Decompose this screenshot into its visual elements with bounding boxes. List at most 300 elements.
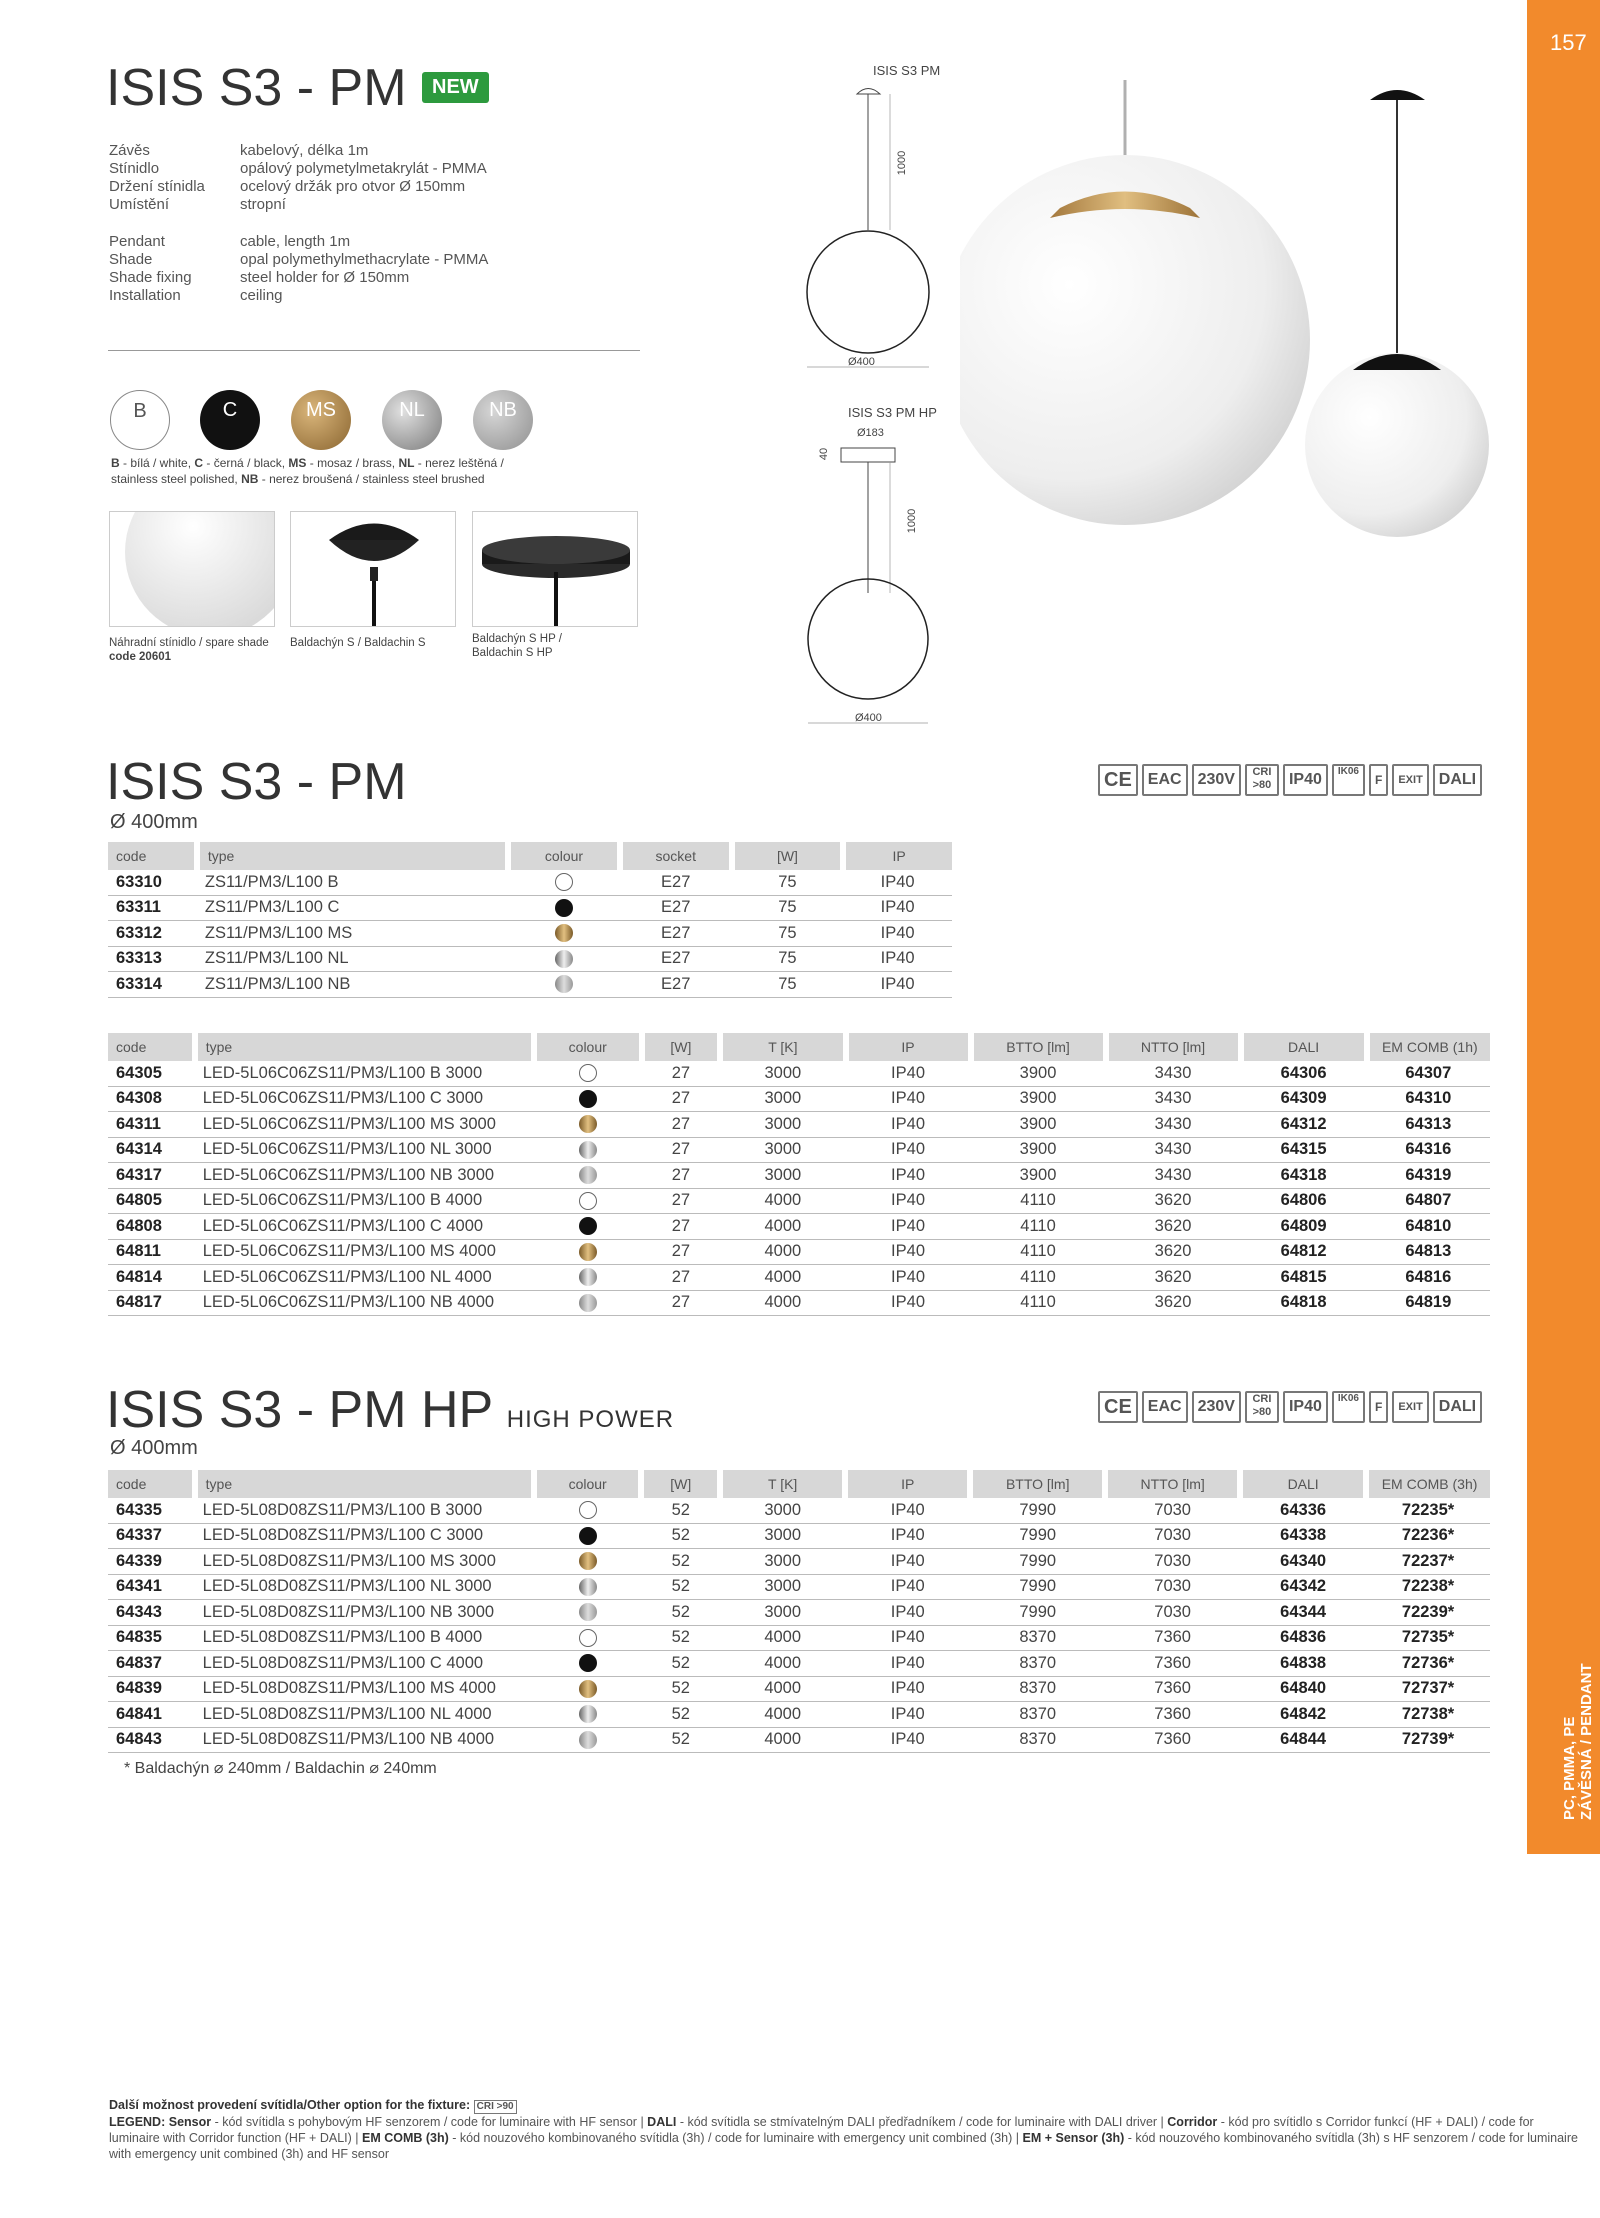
drawing-hp-height: 1000 (906, 508, 919, 534)
page-number: 157 (1550, 30, 1587, 55)
cell-t: 4000 (720, 1290, 845, 1316)
cell-code: 64317 (108, 1163, 195, 1189)
cell-ip: IP40 (846, 1214, 971, 1240)
cell-btto: 4110 (971, 1188, 1106, 1214)
section1-title: ISIS S3 - PM (106, 753, 407, 811)
cell-ntto: 7360 (1105, 1676, 1240, 1702)
cell-type: LED-5L06C06ZS11/PM3/L100 MS 4000 (195, 1239, 534, 1265)
dali-icon: DALI (1433, 764, 1482, 796)
baldachin-s-image (290, 511, 456, 627)
col-header: code (108, 842, 197, 870)
cell-w: 75 (732, 921, 844, 947)
cell-code: 64808 (108, 1214, 195, 1240)
cell-ntto: 3620 (1106, 1239, 1241, 1265)
colour-dot-icon (579, 1243, 597, 1261)
cell-btto: 7990 (970, 1600, 1105, 1626)
cell-w: 52 (641, 1498, 720, 1523)
cell-t: 4000 (720, 1188, 845, 1214)
drawing-hp-diameter: Ø400 (855, 712, 882, 724)
page-title: ISIS S3 - PM (106, 59, 407, 117)
cell-ntto: 3620 (1106, 1290, 1241, 1316)
cell-colour (534, 1574, 642, 1600)
swatch-brass: MS (291, 390, 351, 450)
cell-ntto: 3430 (1106, 1163, 1241, 1189)
table-header-row (108, 842, 952, 870)
table-row (108, 1265, 1490, 1291)
cell-w: 52 (641, 1676, 720, 1702)
cell-em: 72737* (1366, 1676, 1490, 1702)
colour-dot-icon (579, 1603, 597, 1621)
cell-dali: 64312 (1241, 1112, 1367, 1138)
cell-btto: 3900 (971, 1163, 1106, 1189)
hp-table (108, 1470, 1490, 1753)
cell-dali: 64306 (1241, 1061, 1367, 1086)
cell-w: 27 (642, 1265, 721, 1291)
cell-colour (534, 1676, 642, 1702)
table-row (108, 1549, 1490, 1575)
cell-ip: IP40 (843, 946, 952, 972)
cell-dali: 64838 (1240, 1651, 1366, 1677)
col-header: type (197, 842, 508, 870)
cell-ip: IP40 (845, 1651, 970, 1677)
colour-dot-icon (555, 975, 573, 993)
colour-dot-icon (579, 1654, 597, 1672)
cell-colour (534, 1239, 642, 1265)
cell-ip: IP40 (846, 1265, 971, 1291)
cell-t: 3000 (720, 1549, 845, 1575)
cell-ntto: 3620 (1106, 1265, 1241, 1291)
cri-icon: CRI >80 (1245, 764, 1279, 796)
cell-ntto: 7360 (1105, 1727, 1240, 1753)
section2-title (106, 1380, 674, 1440)
emergency-exit-icon: EXIT (1392, 764, 1428, 796)
cell-t: 4000 (720, 1625, 845, 1651)
cell-btto: 8370 (970, 1727, 1105, 1753)
cell-type: ZS11/PM3/L100 MS (197, 921, 508, 947)
swatch-nb: NB (473, 390, 533, 450)
cell-code: 64335 (108, 1498, 195, 1523)
cell-w: 52 (641, 1600, 720, 1626)
colour-dot-icon (579, 1294, 597, 1312)
colour-dot-icon (579, 1115, 597, 1133)
cell-colour (508, 946, 620, 972)
table-row (108, 1188, 1490, 1214)
cell-w: 27 (642, 1112, 721, 1138)
colour-dot-icon (579, 1680, 597, 1698)
colour-dot-icon (579, 1501, 597, 1519)
cell-t: 3000 (720, 1600, 845, 1626)
cell-w: 52 (641, 1651, 720, 1677)
voltage-icon: 230V (1192, 764, 1241, 796)
table-row (108, 921, 952, 947)
cell-colour (534, 1727, 642, 1753)
dali-icon: DALI (1433, 1391, 1482, 1423)
cell-ip: IP40 (846, 1290, 971, 1316)
cell-ntto: 7030 (1105, 1523, 1240, 1549)
drawing-hp-canopy: Ø183 (857, 427, 884, 439)
cell-code: 64343 (108, 1600, 195, 1626)
spare-shade-caption: Náhradní stínidlo / spare shade code 20601 (109, 637, 269, 663)
cell-t: 3000 (720, 1137, 845, 1163)
cell-type: LED-5L06C06ZS11/PM3/L100 B 3000 (195, 1061, 534, 1086)
cell-ntto: 3430 (1106, 1061, 1241, 1086)
cell-colour (534, 1137, 642, 1163)
cell-em: 64319 (1367, 1163, 1490, 1189)
colour-dot-icon (579, 1629, 597, 1647)
table-row (108, 1625, 1490, 1651)
cell-btto: 4110 (971, 1239, 1106, 1265)
cell-ntto: 7360 (1105, 1625, 1240, 1651)
cell-colour (534, 1112, 642, 1138)
cell-socket: E27 (620, 921, 732, 947)
colour-dot-icon (579, 1141, 597, 1159)
cell-btto: 3900 (971, 1137, 1106, 1163)
spec-label: Umístění (109, 196, 170, 213)
cell-code: 64314 (108, 1137, 195, 1163)
cell-code: 64305 (108, 1061, 195, 1086)
cell-dali: 64840 (1240, 1676, 1366, 1702)
cell-btto: 7990 (970, 1523, 1105, 1549)
cell-code: 63312 (108, 921, 197, 947)
cell-colour (534, 1163, 642, 1189)
cell-t: 4000 (720, 1239, 845, 1265)
spec-value: kabelový, délka 1m (240, 142, 369, 159)
table-row (108, 972, 952, 998)
cell-colour (508, 870, 620, 895)
col-header: [W] (732, 842, 844, 870)
cell-btto: 8370 (970, 1625, 1105, 1651)
col-header: NTTO [lm] (1106, 1033, 1241, 1061)
colour-dot-icon (579, 1578, 597, 1596)
drawing-hp-title: ISIS S3 PM HP (848, 405, 937, 420)
cell-w: 52 (641, 1574, 720, 1600)
colour-dot-icon (555, 950, 573, 968)
cell-btto: 7990 (970, 1498, 1105, 1523)
cell-code: 64311 (108, 1112, 195, 1138)
cell-colour (534, 1625, 642, 1651)
cell-type: LED-5L08D08ZS11/PM3/L100 C 4000 (195, 1651, 534, 1677)
cell-code: 63311 (108, 895, 197, 921)
cell-type: LED-5L06C06ZS11/PM3/L100 NL 4000 (195, 1265, 534, 1291)
cri-icon: CRI >80 (1245, 1391, 1279, 1423)
cell-colour (534, 1265, 642, 1291)
footnote: * Baldachýn ⌀ 240mm / Baldachin ⌀ 240mm (124, 1760, 437, 1777)
cell-btto: 3900 (971, 1061, 1106, 1086)
spec-label: Držení stínidla (109, 178, 205, 195)
col-header: code (108, 1470, 195, 1498)
cell-btto: 4110 (971, 1290, 1106, 1316)
col-header: [W] (641, 1470, 720, 1498)
cell-ip: IP40 (843, 972, 952, 998)
cell-colour (534, 1086, 642, 1112)
cell-socket: E27 (620, 870, 732, 895)
cell-em: 64316 (1367, 1137, 1490, 1163)
cell-w: 75 (732, 946, 844, 972)
cell-ip: IP40 (845, 1549, 970, 1575)
cell-t: 3000 (720, 1498, 845, 1523)
cell-em: 64310 (1367, 1086, 1490, 1112)
legend (109, 2097, 1579, 2162)
new-badge: NEW (422, 72, 489, 103)
drawing-pm-diameter: Ø400 (848, 356, 875, 368)
cell-type: LED-5L06C06ZS11/PM3/L100 MS 3000 (195, 1112, 534, 1138)
cell-em: 72736* (1366, 1651, 1490, 1677)
specs-cz (109, 142, 649, 222)
colour-dot-icon (555, 873, 573, 891)
col-header: BTTO [lm] (970, 1470, 1105, 1498)
cell-colour (534, 1702, 642, 1728)
colour-dot-icon (579, 1064, 597, 1082)
cell-t: 4000 (720, 1727, 845, 1753)
f-mark-icon: F (1369, 764, 1388, 796)
cell-type: LED-5L08D08ZS11/PM3/L100 NL 3000 (195, 1574, 534, 1600)
cell-colour (534, 1498, 642, 1523)
led-table (108, 1033, 1490, 1316)
drawing-hp (800, 438, 960, 738)
section2-title-text: ISIS S3 - PM HP (106, 1381, 493, 1439)
table-row (108, 1290, 1490, 1316)
cell-dali: 64344 (1240, 1600, 1366, 1626)
cell-em: 64810 (1367, 1214, 1490, 1240)
cell-dali: 64815 (1241, 1265, 1367, 1291)
cell-code: 63314 (108, 972, 197, 998)
cell-colour (534, 1290, 642, 1316)
cell-w: 52 (641, 1702, 720, 1728)
table-header-row (108, 1033, 1490, 1061)
eac-icon: EAC (1142, 764, 1188, 796)
colour-dot-icon (555, 924, 573, 942)
col-header: EM COMB (3h) (1366, 1470, 1490, 1498)
cell-ip: IP40 (846, 1188, 971, 1214)
spec-value: steel holder for Ø 150mm (240, 269, 410, 286)
colour-dot-icon (579, 1192, 597, 1210)
col-header: BTTO [lm] (971, 1033, 1106, 1061)
cell-ip: IP40 (845, 1600, 970, 1626)
cell-dali: 64309 (1241, 1086, 1367, 1112)
table-row (108, 946, 952, 972)
spare-shade-image (109, 511, 275, 627)
cell-socket: E27 (620, 946, 732, 972)
cell-w: 27 (642, 1137, 721, 1163)
cri-90-badge: CRI >90 (474, 2100, 517, 2114)
cell-btto: 3900 (971, 1086, 1106, 1112)
swatch-black: C (200, 390, 260, 450)
col-header: [W] (642, 1033, 721, 1061)
cell-ip: IP40 (843, 895, 952, 921)
spec-label: Pendant (109, 233, 165, 250)
cell-btto: 8370 (970, 1702, 1105, 1728)
cell-ip: IP40 (846, 1086, 971, 1112)
cell-code: 64839 (108, 1676, 195, 1702)
cell-t: 3000 (720, 1163, 845, 1189)
section1-diameter: Ø 400mm (110, 811, 198, 833)
table-header-row (108, 1470, 1490, 1498)
divider (108, 350, 640, 351)
colour-dot-icon (579, 1731, 597, 1749)
col-header: DALI (1240, 1470, 1366, 1498)
cell-dali: 64342 (1240, 1574, 1366, 1600)
ik-icon: IK06 (1332, 764, 1365, 796)
other-option-label: Další možnost provedení svítidla/Other option for the fixture: (109, 2098, 471, 2112)
cell-dali: 64836 (1240, 1625, 1366, 1651)
cell-dali: 64806 (1241, 1188, 1367, 1214)
drawing-pm-title: ISIS S3 PM (873, 63, 941, 78)
cell-w: 75 (732, 870, 844, 895)
cell-ntto: 7360 (1105, 1651, 1240, 1677)
cell-ntto: 3430 (1106, 1086, 1241, 1112)
cell-colour (534, 1549, 642, 1575)
cell-code: 64837 (108, 1651, 195, 1677)
cell-t: 3000 (720, 1523, 845, 1549)
colour-dot-icon (579, 1268, 597, 1286)
col-header: DALI (1241, 1033, 1367, 1061)
cell-colour (534, 1214, 642, 1240)
section2-title-suffix: HIGH POWER (506, 1406, 675, 1433)
spec-label: Installation (109, 287, 181, 304)
cell-type: LED-5L06C06ZS11/PM3/L100 NB 4000 (195, 1290, 534, 1316)
emergency-exit-icon: EXIT (1392, 1391, 1428, 1423)
cell-colour (508, 895, 620, 921)
table-row (108, 1086, 1490, 1112)
cell-dali: 64812 (1241, 1239, 1367, 1265)
col-header: T [K] (720, 1033, 845, 1061)
cell-em: 64313 (1367, 1112, 1490, 1138)
cell-w: 27 (642, 1290, 721, 1316)
table-row (108, 1676, 1490, 1702)
cell-type: LED-5L06C06ZS11/PM3/L100 C 3000 (195, 1086, 534, 1112)
cell-em: 64813 (1367, 1239, 1490, 1265)
cell-type: LED-5L08D08ZS11/PM3/L100 MS 4000 (195, 1676, 534, 1702)
cell-btto: 4110 (971, 1265, 1106, 1291)
colour-dot-icon (579, 1217, 597, 1235)
cell-em: 72238* (1366, 1574, 1490, 1600)
cell-type: LED-5L08D08ZS11/PM3/L100 NL 4000 (195, 1702, 534, 1728)
table-row (108, 1214, 1490, 1240)
cell-ip: IP40 (843, 921, 952, 947)
cell-t: 3000 (720, 1574, 845, 1600)
cell-t: 3000 (720, 1061, 845, 1086)
swatch-caption: B - bílá / white, C - černá / black, MS - mosaz / brass, NL - nerez leštěná / stainless steel polished, NB - nerez broušená / stainless steel brushed (111, 456, 504, 486)
cell-colour (534, 1600, 642, 1626)
cell-ip: IP40 (845, 1523, 970, 1549)
cell-ntto: 3620 (1106, 1188, 1241, 1214)
cell-type: LED-5L08D08ZS11/PM3/L100 NB 3000 (195, 1600, 534, 1626)
cell-type: LED-5L06C06ZS11/PM3/L100 NB 3000 (195, 1163, 534, 1189)
cell-code: 64841 (108, 1702, 195, 1728)
certification-icons (1098, 764, 1482, 796)
cell-code: 64337 (108, 1523, 195, 1549)
ce-icon: CE (1098, 764, 1138, 796)
baldachin-s-caption: Baldachýn S / Baldachin S (290, 637, 426, 649)
table-row (108, 1137, 1490, 1163)
table-row (108, 1163, 1490, 1189)
col-header: colour (508, 842, 620, 870)
cell-code: 64843 (108, 1727, 195, 1753)
cell-w: 27 (642, 1188, 721, 1214)
cell-w: 27 (642, 1163, 721, 1189)
cell-ntto: 7030 (1105, 1549, 1240, 1575)
colour-dot-icon (579, 1552, 597, 1570)
drawing-hp-canopy-height: 40 (818, 447, 831, 461)
spec-value: opálový polymetylmetakrylát - PMMA (240, 160, 487, 177)
baldachin-s-hp-caption: Baldachýn S HP / Baldachin S HP (472, 633, 562, 659)
cell-type: LED-5L06C06ZS11/PM3/L100 NL 3000 (195, 1137, 534, 1163)
cell-w: 52 (641, 1549, 720, 1575)
cell-t: 4000 (720, 1214, 845, 1240)
cell-em: 64307 (1367, 1061, 1490, 1086)
cell-em: 72739* (1366, 1727, 1490, 1753)
table-row (108, 1498, 1490, 1523)
ip-icon: IP40 (1283, 764, 1328, 796)
cell-ntto: 3620 (1106, 1214, 1241, 1240)
spec-value: ceiling (240, 287, 283, 304)
cell-code: 64339 (108, 1549, 195, 1575)
cell-code: 64814 (108, 1265, 195, 1291)
cell-em: 64807 (1367, 1188, 1490, 1214)
cell-w: 75 (732, 895, 844, 921)
col-header: IP (845, 1470, 970, 1498)
cell-type: ZS11/PM3/L100 NL (197, 946, 508, 972)
cell-btto: 7990 (970, 1574, 1105, 1600)
cell-colour (534, 1651, 642, 1677)
drawing-pm-height: 1000 (896, 150, 909, 176)
f-mark-icon: F (1369, 1391, 1388, 1423)
spec-label: Závěs (109, 142, 150, 159)
cell-code: 63313 (108, 946, 197, 972)
cell-em: 72237* (1366, 1549, 1490, 1575)
ce-icon: CE (1098, 1391, 1138, 1423)
cell-ntto: 7030 (1105, 1574, 1240, 1600)
cell-socket: E27 (620, 895, 732, 921)
colour-dot-icon (579, 1705, 597, 1723)
table-row (108, 1651, 1490, 1677)
swatch-nl: NL (382, 390, 442, 450)
col-header: T [K] (720, 1470, 845, 1498)
cell-t: 4000 (720, 1702, 845, 1728)
cell-t: 3000 (720, 1086, 845, 1112)
cell-dali: 64818 (1241, 1290, 1367, 1316)
cell-code: 63310 (108, 870, 197, 895)
e27-table (108, 842, 952, 998)
cell-em: 72239* (1366, 1600, 1490, 1626)
cell-t: 3000 (720, 1112, 845, 1138)
cell-em: 72735* (1366, 1625, 1490, 1651)
table-row (108, 1239, 1490, 1265)
cell-ntto: 3430 (1106, 1137, 1241, 1163)
cell-type: LED-5L08D08ZS11/PM3/L100 MS 3000 (195, 1549, 534, 1575)
cell-w: 75 (732, 972, 844, 998)
cell-w: 52 (641, 1727, 720, 1753)
cell-btto: 3900 (971, 1112, 1106, 1138)
cell-em: 72235* (1366, 1498, 1490, 1523)
cell-ip: IP40 (846, 1137, 971, 1163)
colour-dot-icon (579, 1090, 597, 1108)
cell-type: LED-5L08D08ZS11/PM3/L100 NB 4000 (195, 1727, 534, 1753)
orange-sidebar (1527, 0, 1600, 1854)
col-header: type (195, 1033, 534, 1061)
cell-dali: 64338 (1240, 1523, 1366, 1549)
spec-value: stropní (240, 196, 286, 213)
cell-code: 64308 (108, 1086, 195, 1112)
cell-ip: IP40 (845, 1574, 970, 1600)
cell-code: 64835 (108, 1625, 195, 1651)
side-label-line-1: PC, PMMA, PE (1561, 1716, 1578, 1820)
table-row (108, 1727, 1490, 1753)
cell-ip: IP40 (845, 1727, 970, 1753)
table-row (108, 1523, 1490, 1549)
cell-btto: 8370 (970, 1676, 1105, 1702)
table-row (108, 1600, 1490, 1626)
